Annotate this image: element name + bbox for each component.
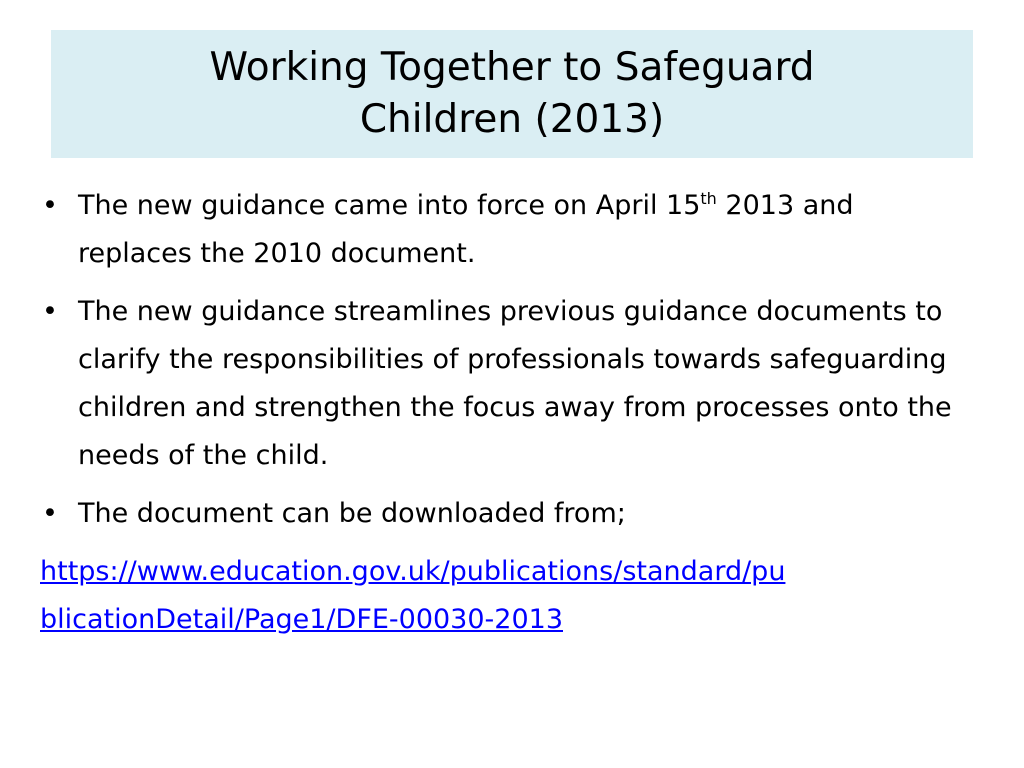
slide-title [132,42,892,146]
bullet-icon: • [42,498,58,529]
slide-content [40,182,975,644]
bullet-1-superscript: th [700,189,717,208]
bullet-1-text-after: 2013 and replaces the 2010 document. [78,190,854,269]
bullet-1-text-before: The new guidance came into force on April 15 [78,190,701,221]
title-box [51,30,973,158]
bullet-3-text: The document can be downloaded from; [78,498,626,529]
download-link-line1[interactable]: https://www.education.gov.uk/publications/standard/pu [40,556,786,587]
slide-title-line2: Children (2013) [359,97,665,142]
bullet-item-3 [40,490,975,538]
slide-title-line1: Working Together to Safeguard [209,45,815,90]
bullet-item-1 [40,182,975,278]
download-link-line2[interactable]: blicationDetail/Page1/DFE-00030-2013 [40,604,563,635]
bullet-item-2 [40,288,975,480]
bullet-icon: • [42,296,58,327]
bullet-2-text: The new guidance streamlines previous guidance documents to clarify the responsibilities of professionals towards safeguarding children and strengthen the focus away from processes onto the needs of the child. [78,296,952,471]
bullet-list [40,182,975,538]
download-link[interactable] [40,556,785,635]
bullet-icon: • [42,190,58,221]
download-link-paragraph [40,548,975,644]
